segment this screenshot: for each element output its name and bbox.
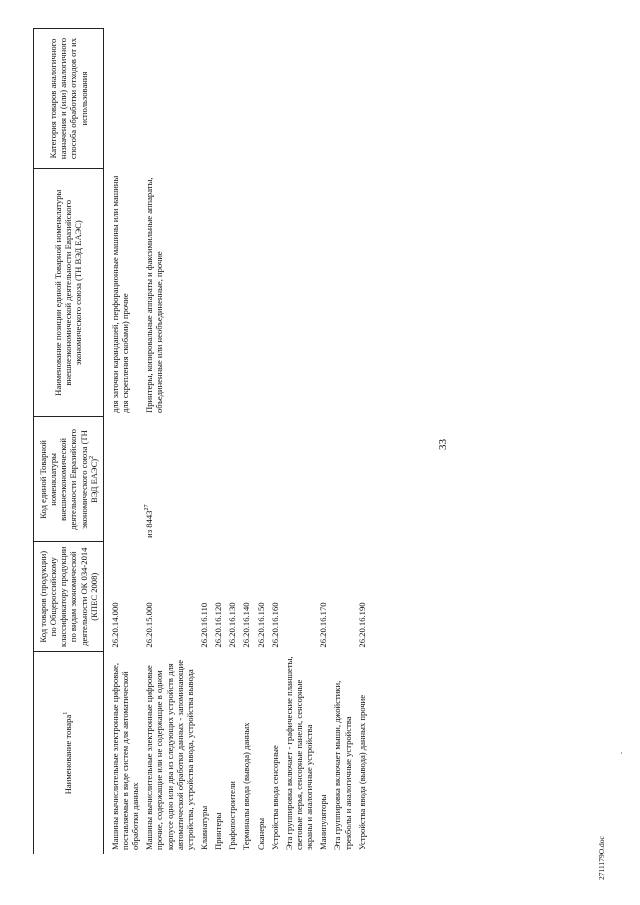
goods-name-cell: Устройства ввода сенсорные bbox=[269, 745, 280, 850]
table-row bbox=[280, 29, 314, 855]
tnved-name-cell bbox=[353, 169, 367, 417]
okpd-code-cell: 26.20.16.160 bbox=[269, 602, 280, 648]
goods-name-cell: Графопостроители bbox=[227, 781, 238, 850]
tnved-name-cell bbox=[280, 169, 314, 417]
page-number: 33 bbox=[437, 439, 449, 450]
goods-name-cell: Манипуляторы bbox=[318, 794, 329, 850]
tnved-code-cell bbox=[328, 417, 352, 542]
table-row bbox=[328, 29, 352, 855]
category-cell bbox=[209, 29, 223, 169]
stray-mark: . bbox=[615, 752, 624, 754]
table-row bbox=[252, 29, 266, 855]
table-row bbox=[314, 29, 328, 855]
okpd-code-cell: 26.20.14.000 bbox=[109, 602, 120, 648]
tnved-name-cell bbox=[266, 169, 280, 417]
category-cell bbox=[314, 29, 328, 169]
tnved-name-cell: Принтеры, копировальные аппараты и факсимильные аппараты, объединенные или необъединенные, прочие bbox=[144, 177, 165, 413]
table-row bbox=[237, 29, 251, 855]
category-cell bbox=[140, 29, 195, 169]
tnved-name-cell bbox=[209, 169, 223, 417]
header-tnved-code: Код единой Товарной номенклатуры внешнеэкономической деятельности Евразийского экономического союза (ТН ВЭД ЕАЭС)$^2$ bbox=[34, 417, 104, 542]
header-tnved-name: Наименование позиции единой Товарной номенклатуры внешнеэкономической деятельности Евразийского экономического союза (ТН ВЭД ЕАЭС) bbox=[34, 169, 104, 417]
goods-table bbox=[33, 28, 367, 854]
tnved-name-cell bbox=[314, 169, 328, 417]
tnved-code-cell: из 8443$^{27}$ bbox=[144, 504, 155, 538]
rotated-page-content bbox=[25, 20, 624, 880]
table-row bbox=[140, 29, 195, 855]
table-row bbox=[209, 29, 223, 855]
category-cell bbox=[328, 29, 352, 169]
tnved-code-cell bbox=[195, 417, 209, 542]
goods-name-cell: Устройства ввода (вывода) данных прочие bbox=[356, 694, 367, 850]
goods-name-cell: Принтеры bbox=[213, 812, 224, 850]
okpd-code-cell: 26.20.15.000 bbox=[144, 602, 155, 648]
goods-note-cell: Эта группировка включает - графические планшеты, световые перья, сенсорные панели, сенсорные экраны и аналогичные устройства bbox=[283, 656, 315, 850]
goods-name-cell: Терминалы ввода (вывода) данных bbox=[241, 722, 252, 850]
okpd-code-cell: 26.20.16.150 bbox=[255, 602, 266, 648]
okpd-code-cell: 26.20.16.110 bbox=[198, 602, 209, 648]
tnved-name-cell: для заточки карандашей, перфорационные машины или машины для скрепления скобами) прочие bbox=[109, 175, 130, 413]
header-okpd-code: Код товаров (продукции) по Общероссийскому классификатору продукции по видам экономической деятельности ОК 034-2014 (КПЕС 2008) bbox=[34, 542, 104, 652]
tnved-code-cell bbox=[223, 417, 237, 542]
okpd-code-cell: 26.20.16.120 bbox=[213, 602, 224, 648]
tnved-code-cell bbox=[314, 417, 328, 542]
tnved-code-cell bbox=[103, 417, 140, 542]
category-cell bbox=[237, 29, 251, 169]
header-category: Категория товаров аналогичного назначения и (или) аналогичного способа обработки отходов от их использования bbox=[34, 29, 104, 169]
tnved-code-cell bbox=[209, 417, 223, 542]
category-cell bbox=[103, 29, 140, 169]
okpd-code-cell bbox=[280, 542, 314, 652]
document-id: 2711179O.doc bbox=[597, 836, 606, 880]
okpd-code-cell bbox=[328, 542, 352, 652]
table-row bbox=[353, 29, 367, 855]
header-goods-name: Наименование товара$^1$ bbox=[34, 652, 104, 854]
goods-name-cell: Машины вычислительные электронные цифровые, поставляемые в виде систем для автоматической обработки данных bbox=[109, 662, 141, 850]
goods-note-cell: Эта группировка включает мыши, джойстики, трекболы и аналогичные устройства bbox=[332, 680, 353, 850]
tnved-name-cell bbox=[195, 169, 209, 417]
okpd-code-cell: 26.20.16.130 bbox=[227, 602, 238, 648]
category-cell bbox=[223, 29, 237, 169]
table-row bbox=[266, 29, 280, 855]
category-cell bbox=[252, 29, 266, 169]
category-cell bbox=[353, 29, 367, 169]
category-cell bbox=[195, 29, 209, 169]
okpd-code-cell: 26.20.16.140 bbox=[241, 602, 252, 648]
okpd-code-cell: 26.20.16.170 bbox=[318, 602, 329, 648]
tnved-code-cell bbox=[237, 417, 251, 542]
tnved-name-cell bbox=[237, 169, 251, 417]
tnved-code-cell bbox=[266, 417, 280, 542]
table-row bbox=[195, 29, 209, 855]
tnved-name-cell bbox=[223, 169, 237, 417]
okpd-code-cell: 26.20.16.190 bbox=[356, 602, 367, 648]
tnved-name-cell bbox=[252, 169, 266, 417]
table-row bbox=[103, 29, 140, 855]
tnved-code-cell bbox=[353, 417, 367, 542]
category-cell bbox=[280, 29, 314, 169]
category-cell bbox=[266, 29, 280, 169]
table-row bbox=[223, 29, 237, 855]
tnved-code-cell bbox=[280, 417, 314, 542]
tnved-code-cell bbox=[252, 417, 266, 542]
goods-name-cell: Сканеры bbox=[255, 817, 266, 850]
goods-name-cell: Клавиатуры bbox=[198, 805, 209, 850]
table-header-row bbox=[34, 29, 104, 855]
goods-name-cell: Машины вычислительные электронные цифровые прочие, содержащие или не содержащие в одном корпусе одно или два из следующих устройств для автоматической обработки данных - запоминающие устройства, устройства ввода, устройства вывода bbox=[144, 659, 195, 850]
tnved-name-cell bbox=[328, 169, 352, 417]
